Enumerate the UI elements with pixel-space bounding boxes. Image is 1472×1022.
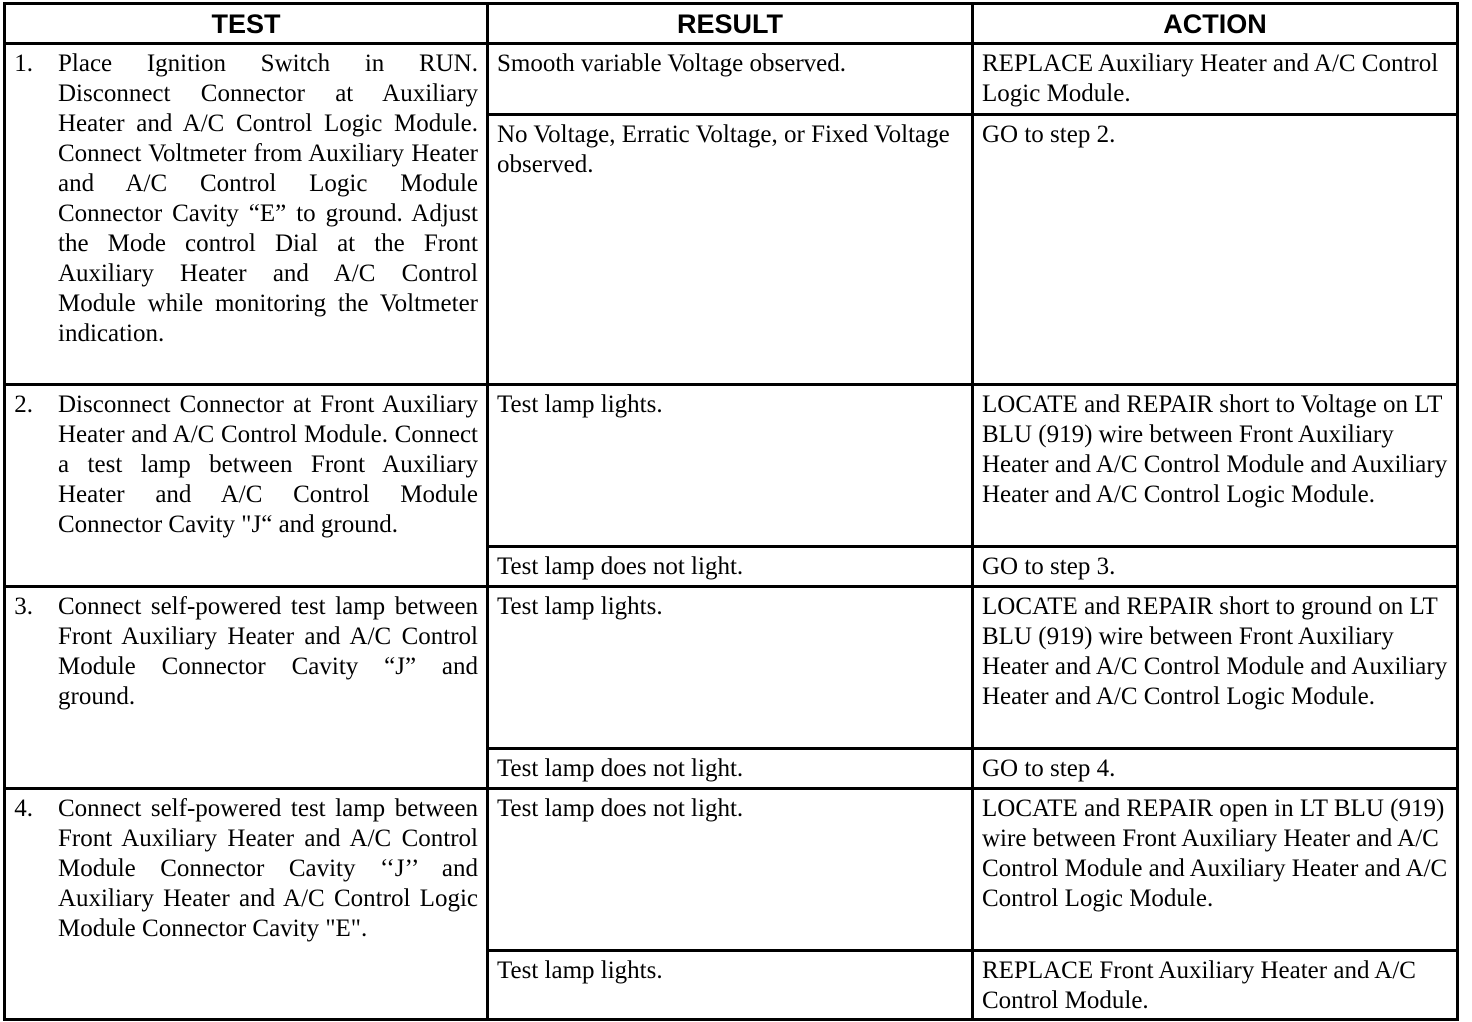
result-column-header: RESULT xyxy=(488,4,973,44)
step-number: 2. xyxy=(14,391,33,418)
test-cell-step-3 xyxy=(5,587,488,789)
result-cell: Test lamp lights. xyxy=(488,951,973,1020)
action-cell: LOCATE and REPAIR open in LT BLU (919) wire between Front Auxiliary Heater and A/C Control Module and Auxiliary Heater and A/C Control Logic Module. xyxy=(973,789,1458,951)
test-instruction: Place Ignition Switch in RUN. Disconnect Connector at Auxiliary Heater and A/C Control Logic Module. Connect Voltmeter from Auxiliary Heater and A/C Control Logic Module Connector Cavity “E” to ground. Adjust the Mode control Dial at the Front Auxiliary Heater and A/C Control Module while monitoring the Voltmeter indication. xyxy=(58,50,478,347)
result-cell: Test lamp does not light. xyxy=(488,547,973,587)
action-cell: GO to step 2. xyxy=(973,115,1458,385)
action-cell: REPLACE Auxiliary Heater and A/C Control Logic Module. xyxy=(973,44,1458,115)
result-cell: Test lamp does not light. xyxy=(488,749,973,789)
action-cell: LOCATE and REPAIR short to Voltage on LT BLU (919) wire between Front Auxiliary Heater and A/C Control Module and Auxiliary Heater and A/C Control Logic Module. xyxy=(973,385,1458,547)
test-instruction: Connect self-powered test lamp between Front Auxiliary Heater and A/C Control Module Connector Cavity ‘‘J’’ and Auxiliary Heater and A/C Control Logic Module Connector Cavity "E". xyxy=(58,795,478,942)
table-row xyxy=(5,587,1458,749)
table-row xyxy=(5,385,1458,547)
action-cell: REPLACE Front Auxiliary Heater and A/C Control Module. xyxy=(973,951,1458,1020)
test-cell-step-1 xyxy=(5,44,488,385)
action-column-header: ACTION xyxy=(973,4,1458,44)
result-cell: Test lamp lights. xyxy=(488,587,973,749)
test-cell-step-4 xyxy=(5,789,488,1020)
test-instruction: Disconnect Connector at Front Auxiliary Heater and A/C Control Module. Connect a test lamp between Front Auxiliary Heater and A/C Control Module Connector Cavity "J“ and ground. xyxy=(58,391,478,538)
step-number: 1. xyxy=(14,50,33,77)
result-cell: Test lamp does not light. xyxy=(488,789,973,951)
step-number: 3. xyxy=(14,593,33,620)
diagnostic-table xyxy=(3,2,1459,1021)
step-number: 4. xyxy=(14,795,33,822)
header-row xyxy=(5,4,1458,44)
test-instruction: Connect self-powered test lamp between Front Auxiliary Heater and A/C Control Module Connector Cavity “J” and ground. xyxy=(58,593,478,710)
result-cell: Test lamp lights. xyxy=(488,385,973,547)
test-column-header: TEST xyxy=(5,4,488,44)
table-row xyxy=(5,44,1458,115)
action-cell: LOCATE and REPAIR short to ground on LT BLU (919) wire between Front Auxiliary Heater and A/C Control Module and Auxiliary Heater and A/C Control Logic Module. xyxy=(973,587,1458,749)
action-cell: GO to step 4. xyxy=(973,749,1458,789)
result-cell: Smooth variable Voltage observed. xyxy=(488,44,973,115)
table-row xyxy=(5,789,1458,951)
action-cell: GO to step 3. xyxy=(973,547,1458,587)
result-cell: No Voltage, Erratic Voltage, or Fixed Voltage observed. xyxy=(488,115,973,385)
test-cell-step-2 xyxy=(5,385,488,587)
diagnostic-page xyxy=(3,2,1456,1019)
